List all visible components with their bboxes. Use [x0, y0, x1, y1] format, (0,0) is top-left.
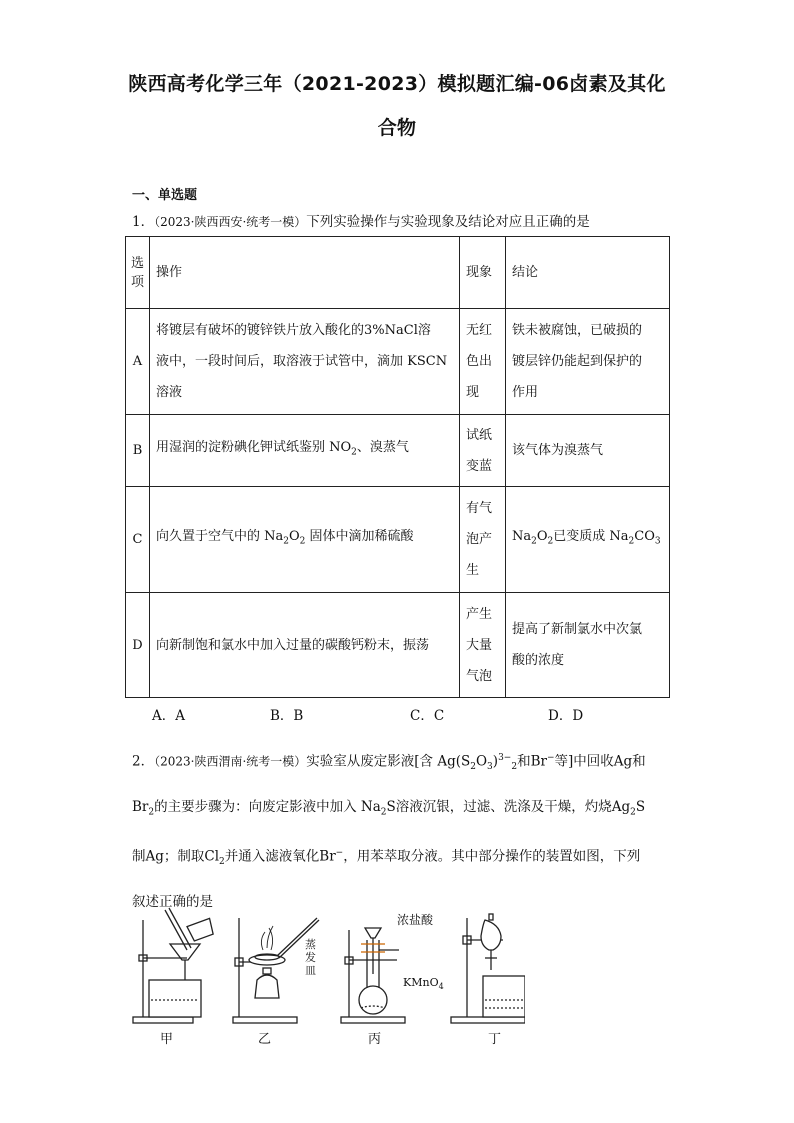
row-phenomenon: 无红 色出 现 — [460, 309, 506, 415]
separating-funnel-apparatus — [451, 914, 525, 1023]
svg-text:皿: 皿 — [305, 964, 316, 977]
row-operation: 用湿润的淀粉碘化钾试纸鉴别 $NO_2$、溴蒸气 — [150, 415, 460, 487]
filtration-apparatus — [133, 908, 215, 1023]
table-row — [126, 309, 670, 415]
row-option: C — [126, 487, 150, 593]
row-operation: 向久置于空气中的 $Na_2O_2$ 固体中滴加稀硫酸 — [150, 487, 460, 593]
figure-label-bing: 丙 — [368, 1032, 382, 1047]
document-title — [120, 62, 674, 150]
choice-d[interactable]: D．D — [548, 708, 584, 724]
row-operation: 将镀层有破坏的镀锌铁片放入酸化的3%NaCl溶 液中，一段时间后，取溶液于试管中，滴加 KSCN 溶液 — [150, 309, 460, 415]
row-conclusion: 提高了新制氯水中次氯 酸的浓度 — [506, 593, 670, 698]
question-text: 下列实验操作与实验现象及结论对应且正确的是 — [306, 214, 590, 230]
choice-c[interactable]: C．C — [410, 708, 445, 724]
label-conc-hcl: 浓盐酸 — [397, 913, 434, 927]
table-row — [126, 487, 670, 593]
question-number: 2． — [132, 753, 155, 770]
question-source: （2023·陕西西安·统考一模） — [154, 215, 307, 229]
row-operation: 向新制饱和氯水中加入过量的碳酸钙粉末，振荡 — [150, 593, 460, 698]
figure-label-jia: 甲 — [160, 1032, 174, 1047]
label-kmno4: KMnO$_4$ — [403, 976, 444, 991]
section-heading: 一、单选题 — [132, 188, 198, 203]
figure-label-ding: 丁 — [488, 1032, 502, 1047]
answer-choices — [0, 704, 794, 726]
row-phenomenon: 试纸 变蓝 — [460, 415, 506, 487]
header-conclusion: 结论 — [506, 237, 670, 309]
question-2-stem — [132, 738, 672, 922]
q2-line-1: 2．（2023·陕西渭南·统考一模）实验室从废定影液[含 $Ag(S_2O_3)^{3-}_2$和Br−等]中回收Ag和 — [132, 753, 646, 773]
svg-text:蒸: 蒸 — [305, 938, 316, 951]
table-row — [126, 593, 670, 698]
row-option: D — [126, 593, 150, 698]
question-number: 1． — [132, 214, 155, 230]
chlorine-generator — [341, 928, 405, 1023]
q2-line-3: 制Ag；制取$Cl_2$并通入滤液氧化Br−，用苯萃取分液。其中部分操作的装置如图，下列 — [132, 847, 641, 868]
label-evaporating-dish — [305, 937, 316, 977]
question-source: （2023·陕西渭南·统考一模） — [154, 754, 307, 769]
table-header-row — [126, 237, 670, 309]
q2-line-2: $Br_2$的主要步骤为：向废定影液中加入 $Na_2S$溶液沉银，过滤、洗涤及干燥，灼烧$Ag_2S$ — [132, 799, 646, 818]
svg-text:发: 发 — [305, 951, 316, 964]
apparatus-figure — [125, 900, 525, 1050]
figure-label-yi: 乙 — [258, 1032, 272, 1047]
row-conclusion: 该气体为溴蒸气 — [506, 415, 670, 487]
choice-b[interactable]: B．B — [270, 708, 304, 724]
experiment-table — [125, 236, 670, 698]
question-1-stem — [132, 210, 590, 230]
row-conclusion: 铁未被腐蚀，已破损的 镀层锌仍能起到保护的 作用 — [506, 309, 670, 415]
header-phenomenon: 现象 — [460, 237, 506, 309]
row-option: A — [126, 309, 150, 415]
title-line-2: 合物 — [377, 117, 417, 139]
row-phenomenon: 有气 泡产 生 — [460, 487, 506, 593]
table-row — [126, 415, 670, 487]
q2-line-4: 叙述正确的是 — [132, 894, 213, 911]
title-line-1: 陕西高考化学三年（2021-2023）模拟题汇编-06卤素及其化 — [128, 73, 666, 95]
row-option: B — [126, 415, 150, 487]
header-operation: 操作 — [150, 237, 460, 309]
choice-a[interactable]: A．A — [152, 708, 185, 724]
row-phenomenon: 产生 大量 气泡 — [460, 593, 506, 698]
header-option: 选 项 — [126, 237, 150, 309]
row-conclusion: $Na_2O_2$已变质成 $Na_2CO_3$ — [506, 487, 670, 593]
